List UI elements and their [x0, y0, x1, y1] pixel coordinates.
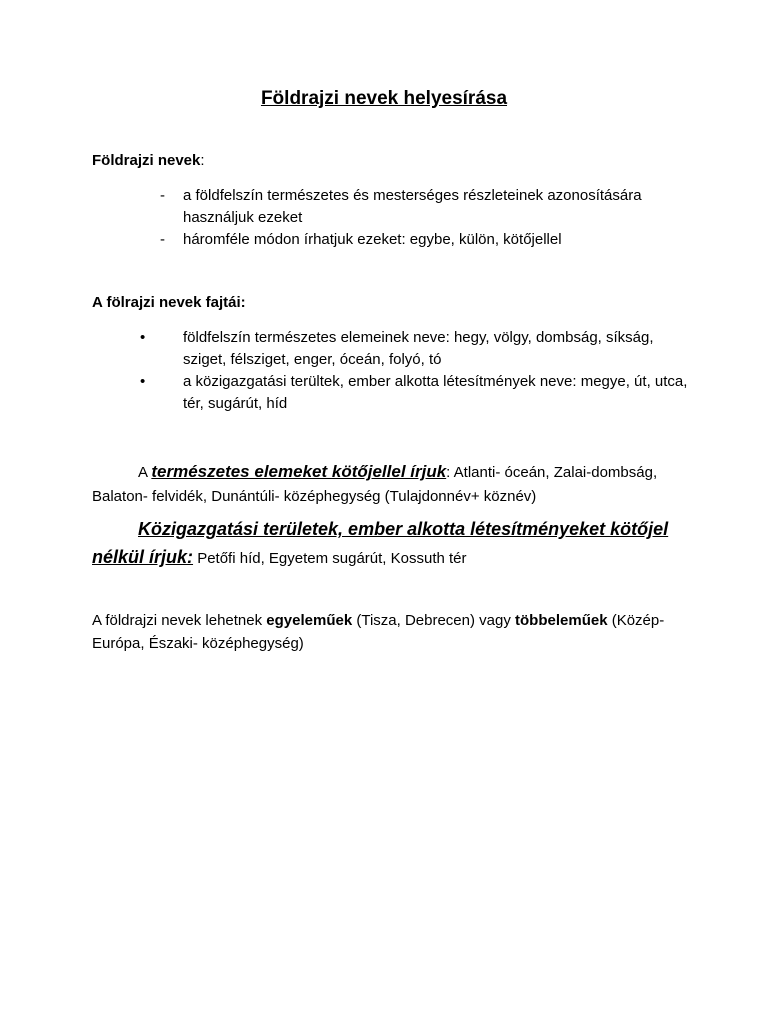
dash-marker: -: [160, 231, 165, 248]
list-item-text: a földfelszín természetes és mesterséges részleteinek azonosítására használjuk ezeket: [183, 187, 642, 226]
para-text: (Tisza, Debrecen) vagy: [352, 612, 516, 629]
dash-marker: -: [160, 187, 165, 204]
list-item: [140, 229, 700, 251]
bullet-marker: •: [140, 329, 146, 346]
emphasis-text: természetes elemeket kötőjellel írjuk: [151, 462, 447, 481]
bold-term: egyeleműek: [266, 612, 353, 629]
para-rest: Petőfi híd, Egyetem sugárút, Kossuth tér: [193, 550, 467, 567]
emphasis-text: Közigazgatási területek, ember alkotta létesítményeket kötőjel nélkül írjuk:: [92, 519, 669, 567]
para-lead: A: [138, 464, 152, 481]
para-text: (Közép- Európa, Északi- középhegység): [92, 612, 665, 652]
document-title: Földrajzi nevek helyesírása: [260, 88, 508, 109]
bold-term: többeleműek: [515, 612, 608, 629]
list-item: [140, 371, 700, 415]
section-heading-text: Földrajzi nevek: [92, 152, 201, 169]
list-item-text: földfelszín természetes elemeinek neve: hegy, völgy, dombság, síkság, sziget, félsziget, enger, óceán, folyó, tó: [183, 329, 654, 368]
element-count-paragraph: [92, 609, 672, 655]
list-item: [140, 185, 700, 229]
section-heading-fajtai: A fölrajzi nevek fajtái:: [92, 294, 246, 311]
para-text: A földrajzi nevek lehetnek: [92, 612, 267, 629]
administrative-paragraph: [92, 516, 672, 572]
list-item-text: háromféle módon írhatjuk ezeket: egybe, külön, kötőjellel: [183, 231, 562, 248]
list-item: [140, 327, 700, 371]
definition-list: [140, 185, 700, 251]
heading-colon: :: [200, 152, 205, 169]
types-list: [140, 327, 700, 415]
bullet-marker: •: [140, 373, 146, 390]
list-item-text: a közigazgatási terültek, ember alkotta létesítmények neve: megye, út, utca, tér, sugárút, híd: [183, 373, 688, 412]
natural-elements-paragraph: [92, 460, 672, 509]
section-heading-nevek: [92, 152, 205, 169]
para-rest: : Atlanti- óceán, Zalai-dombság, Balaton- felvidék, Dunántúli- középhegység (Tulajdonnév+ köznév): [92, 464, 658, 505]
